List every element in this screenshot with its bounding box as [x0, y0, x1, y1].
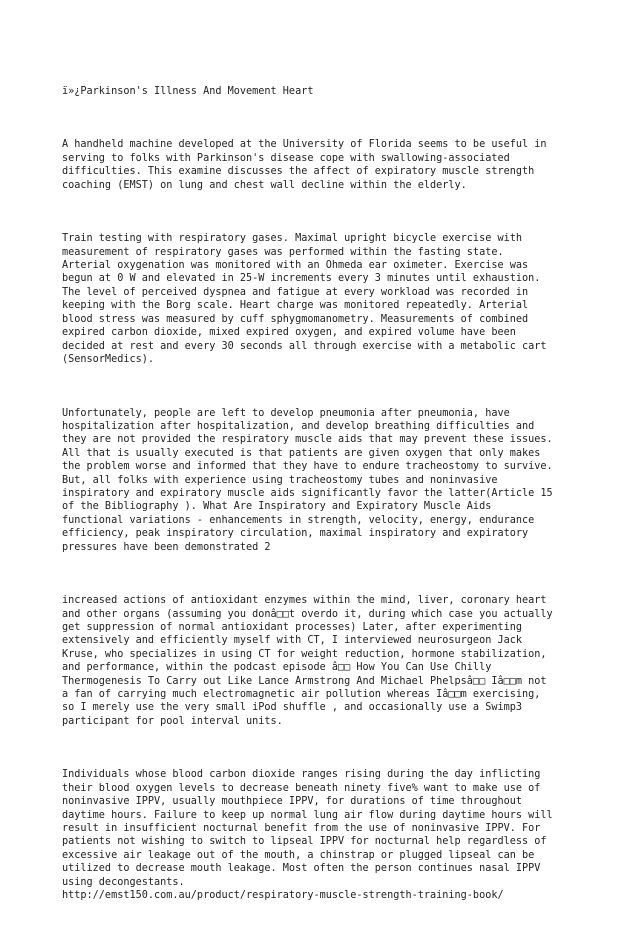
document-body: [62, 58, 582, 929]
paragraph-ippv-url: Individuals whose blood carbon dioxide ranges rising during the day inflicting their blood oxygen levels to decrease beneath ninety five% want to make use of noninvasive IPPV, usually mouthpiece IPPV, for durations of time throughout daytime hours. Failure to keep up normal lung air flow during daytime hours will result in insufficient nocturnal benefit from the use of noninvasive IPPV. For patients not wishing to switch to lipseal IPPV for nocturnal help regardless of excessive air leakage out of the mouth, a chinstrap or plugged lipseal can be utilized to decrease mouth leakage. Most often the person continues nasal IPPV using decongestants. http://emst150.com.au/product/respiratory-muscle-strength-training-book/: [62, 769, 553, 902]
paragraph-exercise-testing: Train testing with respiratory gases. Maximal upright bicycle exercise with measurement of respiratory gases was performed within the fasting state. Arterial oxygenation was monitored with an Ohmeda ear oximeter. Exercise was begun at 0 W and elevated in 25-W increments every 3 minutes until exhaustion. The level of perceived dyspnea and fatigue at every workload was recorded in keeping with the Borg scale. Heart charge was monitored repeatedly. Arterial blood stress was measured by cuff sphygmomanometry. Measurements of combined expired carbon dioxide, mixed expired oxygen, and expired volume have been decided at rest and every 30 seconds all through exercise with a metabolic cart (SensorMedics).: [62, 233, 547, 365]
paragraph-emst-intro: A handheld machine developed at the University of Florida seems to be useful in serving to folks with Parkinson's disease cope with swallowing-associated difficulties. This examine discusses the affect of expiratory muscle strength coaching (EMST) on lung and chest wall decline within the elderly.: [62, 139, 547, 191]
paragraph-antioxidant-ct: increased actions of antioxidant enzymes within the mind, liver, coronary heart and other organs (assuming you donâ□□t overdo it, during which case you actually get suppression of normal antioxidant processes) Later, after experimenting extensively and efficiently myself with CT, I interviewed neurosurgeon Jack Kruse, who specializes in using CT for weight reduction, hormone stabilization, and performance, within the podcast episode â□□ How You Can Use Chilly Thermogenesis To Carry out Like Lance Armstrong And Michael Phelpsâ□□ Iâ□□m not a fan of carrying much electromagnetic air pollution whereas Iâ□□m exercising, so I merely use the very small iPod shuffle , and occasionally use a Swimp3 participant for pool interval units.: [62, 595, 553, 727]
paragraph-respiratory-aids: Unfortunately, people are left to develop pneumonia after pneumonia, have hospitalization after hospitalization, and develop breathing difficulties and they are not provided the respiratory muscle aids that may prevent these issues. All that is usually executed is that patients are given oxygen that only makes the problem worse and informed that they have to endure tracheostomy to survive. But, all folks with experience using tracheostomy tubes and noninvasive inspiratory and expiratory muscle aids significantly favor the latter(Article 15 of the Bibliography ). What Are Inspiratory and Expiratory Muscle Aids functional variations - enhancements in strength, velocity, energy, endurance efficiency, peak inspiratory circulation, maximal inspiratory and expiratory pressures have been demonstrated 2: [62, 407, 553, 553]
document-title: ï»¿Parkinson's Illness And Movement Heart: [62, 85, 314, 97]
